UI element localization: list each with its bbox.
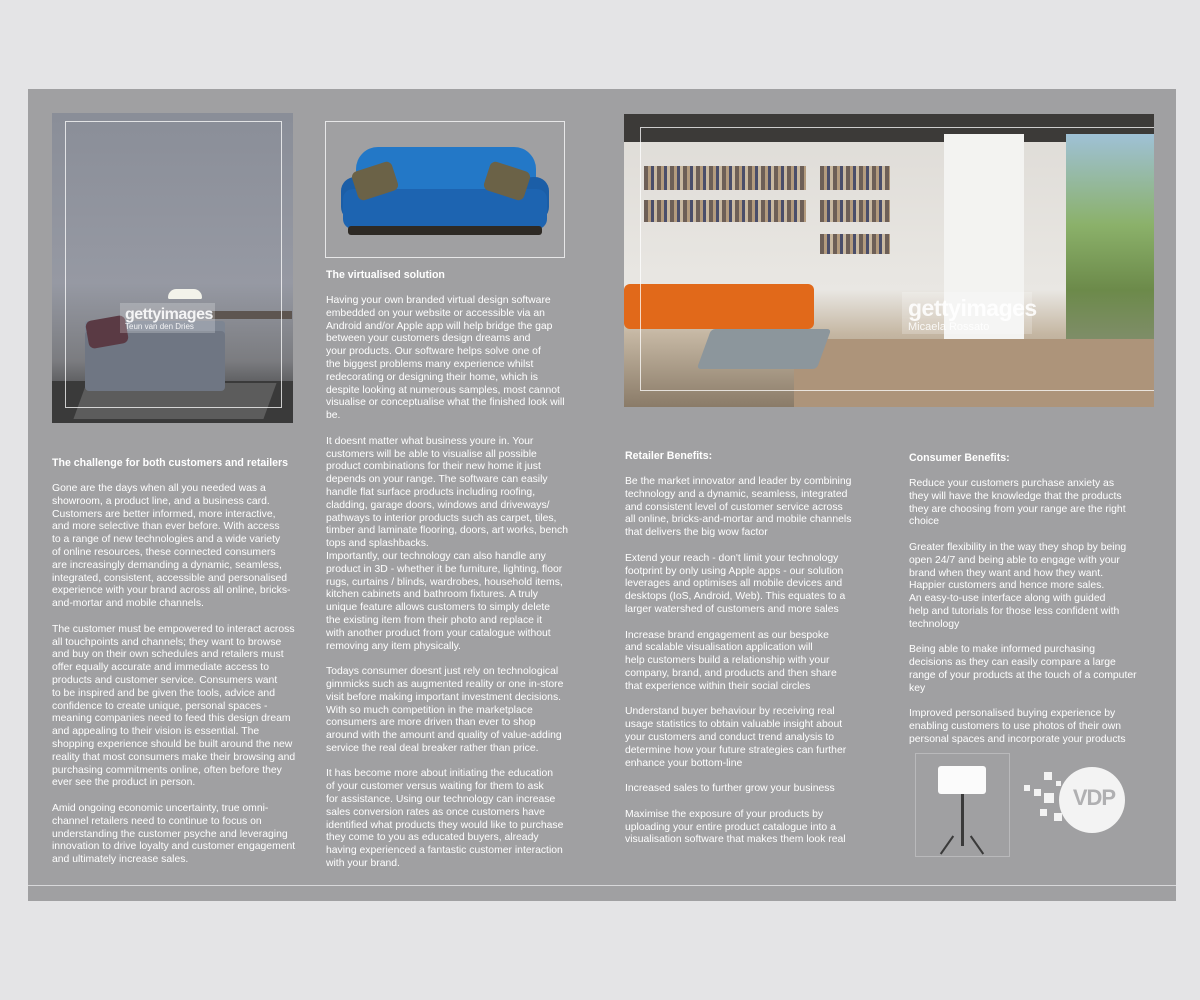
challenge-heading: The challenge for both customers and retailers: [52, 457, 289, 469]
watermark-logo: gettyimages: [908, 295, 1037, 321]
getty-watermark: [125, 306, 213, 331]
challenge-paragraph-3: Amid ongoing economic uncertainty, true omni- channel retailers need to continue to focus on understanding the customer psyche and leveraging innovation to drive loyalty and customer engagement and ultimately increase sales.: [52, 802, 296, 866]
challenge-paragraph-2: The customer must be empowered to interact across all touchpoints and channels; they want to browse and buy on their own schedules and retailers must offer equally accurate and immediate access to products and customer service. Consumers want to be inspired and be given the tools, advice and confidence to create unique, personal spaces - meaning companies need to feed this design dream and appealing to their vision is essential. The shopping experience should be built around the new reality that most consumers make their browsing and purchasing commitments online, often before they ever see the product in person.: [52, 623, 296, 789]
lamp-leg: [970, 835, 984, 854]
blue-sofa-photo: [325, 121, 565, 258]
logo-text: VDP: [1072, 785, 1116, 810]
retailer-benefit-2: Extend your reach - don't limit your technology footprint by only using Apple apps - our solution leverages and optimises all mobile devices and desktops (IoS, Android, Web). This equates to a larger watershed of customers and more sales: [625, 552, 846, 615]
challenge-paragraph-1: Gone are the days when all you needed was a showroom, a product line, and a business card. Customers are better informed, more interactive, and more selective than ever before. With access to a range of new technologies and a wide variety of online resources, these connected consumers are increasingly demanding a dynamic, seamless, integrated, consistent, accessible and personalised experience with your brand across all online, bricks- and-mortar and mobile channels.: [52, 483, 291, 610]
solution-heading: The virtualised solution: [326, 269, 445, 281]
column-challenge: [52, 457, 307, 880]
floor-lamp-photo: [915, 753, 1010, 857]
column-consumer-benefits: [909, 452, 1169, 760]
consumer-benefit-1: Reduce your customers purchase anxiety as they will have the knowledge that the products they are choosing from your range are the right choice: [909, 478, 1126, 528]
photo-frame: [65, 121, 282, 408]
lamp-shade: [938, 766, 986, 794]
retailer-benefit-1: Be the market innovator and leader by combining technology and a dynamic, seamless, integrated and consistent level of customer service across all online, bricks-and-mortar and mobile channels that delivers the big wow factor: [625, 476, 852, 539]
solution-paragraph-2: It doesnt matter what business youre in. Your customers will be able to visualise all possible product combinations for their new home it just depends on your range. The software can easily handle flat surface products including roofing, cladding, garage doors, windows and driveways/ pathways to interior products such as carpet, tiles, timber and laminate flooring, doors, art works, bench tops and splashbacks. Importantly, our technology can also handle any product in 3D - whether it be furniture, lighting, floor rugs, curtains / blinds, wardrobes, household items, kitchen cabinets and bathroom fixtures. A truly unique feature allows customers to simply delete the existing item from their photo and replace it with another product from your catalogue without removing any item physically.: [326, 435, 568, 652]
logo-pixel: [1044, 772, 1052, 780]
living-room-photo: [52, 113, 293, 423]
vdp-logo: [1020, 765, 1130, 833]
solution-paragraph-4: It has become more about initiating the education of your customer versus waiting for them to ask for assistance. Using our technology can increase sales conversion rates as once customers have identified what products they would like to purchase they come to you as educated buyers, already having experienced a fantastic customer interaction with your brand.: [326, 768, 564, 870]
logo-pixel: [1056, 781, 1061, 786]
column-solution: [326, 269, 581, 884]
solution-paragraph-3: Todays consumer doesnt just rely on technological gimmicks such as augmented reality or one in-store visit before making important investment decisions. With so much competition in the marketplace consumers are more driven than ever to shop around with the amount and quality of value-adding service the real deal breaker rather than price.: [326, 666, 564, 754]
sofa-base: [348, 226, 542, 235]
lamp-pole: [961, 794, 964, 846]
logo-pixel: [1054, 813, 1062, 821]
logo-pixel: [1034, 789, 1041, 796]
consumer-benefits-heading: Consumer Benefits:: [909, 452, 1010, 464]
retailer-benefit-5: Increased sales to further grow your business: [625, 783, 835, 795]
photo-frame: [640, 127, 1154, 391]
retailer-benefit-4: Understand buyer behaviour by receiving real usage statistics to obtain valuable insight about your customers and conduct trend analysis to determine how your future strategies can further enhance your bottom-line: [625, 706, 847, 769]
retailer-benefits-heading: Retailer Benefits:: [625, 450, 713, 462]
logo-pixel: [1040, 809, 1047, 816]
footer-rule: [28, 885, 1176, 886]
column-retailer-benefits: [625, 450, 895, 860]
getty-watermark: [908, 295, 1037, 333]
interior-photo: [624, 114, 1154, 407]
logo-pixel: [1044, 793, 1054, 803]
consumer-benefit-4: Improved personalised buying experience by enabling customers to use photos of their own personal spaces and incorporate your products: [909, 708, 1126, 745]
watermark-credit: Teun van den Dries: [125, 322, 194, 331]
watermark-credit: Micaela Rossato: [908, 321, 990, 333]
watermark-logo: gettyimages: [125, 306, 213, 323]
solution-paragraph-1: Having your own branded virtual design software embedded on your website or accessible via an Android and/or Apple app will help bridge the gap between your customers design dreams and your products. Our software helps solve one of the biggest problems many experience whilst redecorating or designing their home, which is despite looking at numerous samples, most cannot visualise or conceptualise what the finished look will be.: [326, 295, 565, 422]
consumer-benefit-3: Being able to make informed purchasing decisions as they can easily compare a large range of your products at the touch of a computer key: [909, 644, 1137, 694]
retailer-benefit-3: Increase brand engagement as our bespoke and scalable visualisation application will help customers build a relationship with your company, brand, and products and then share that experience within their social circles: [625, 629, 837, 692]
lamp-leg: [940, 835, 954, 854]
retailer-benefit-6: Maximise the exposure of your products by uploading your entire product catalogue into a visualisation software that makes them look real: [625, 808, 846, 846]
logo-pixel: [1024, 785, 1030, 791]
consumer-benefit-2: Greater flexibility in the way they shop by being open 24/7 and being able to engage with your brand when they want and how they want. Happier customers and hence more sales. An easy-to-use interface along with guided help and tutorials for those less confident with technology: [909, 541, 1127, 630]
